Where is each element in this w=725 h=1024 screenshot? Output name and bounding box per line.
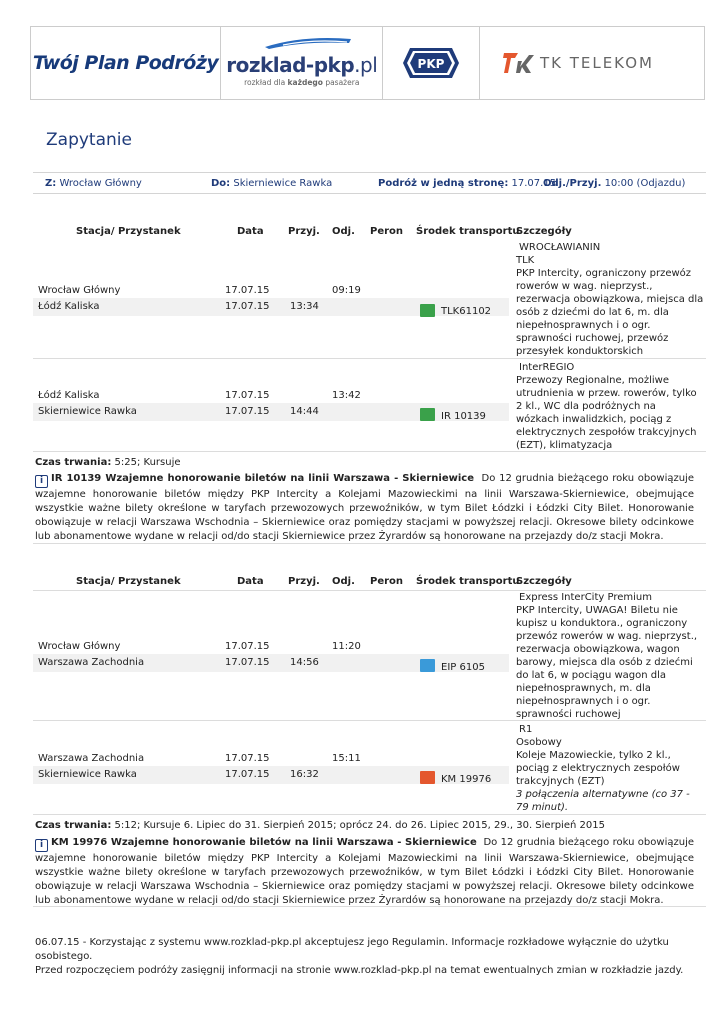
query-trip: Podróż w jedną stronę: 17.07.15	[378, 178, 557, 189]
c2l1-from-date: 17.07.15	[225, 641, 270, 652]
col-header-dep: Odj.	[332, 576, 355, 587]
c1l2-dep-time: 13:42	[332, 390, 361, 401]
c1l2-arr-time: 14:44	[290, 406, 319, 417]
eip-train-icon	[420, 659, 435, 672]
col-header-arr: Przyj.	[288, 576, 320, 587]
c1l2-to-date: 17.07.15	[225, 406, 270, 417]
alternatives-link[interactable]: 3 połączenia alternatywne (co 37 -	[516, 789, 690, 800]
pkp-logo[interactable]	[383, 27, 480, 99]
c2l1-arr-time: 14:56	[290, 657, 319, 668]
query-summary	[33, 172, 706, 194]
c2l1-details: Express InterCity Premium PKP Intercity, UWAGA! Biletu nie kupisz u konduktora., ograniczony przewóz rowerów w wag. nieprzyst., rezerwacja obowiązkowa, wagon barowy, miejsca dla osób z dziećmi do lat 6, w pociągu wagon dla niepełnosprawnych, m. dla niepełnosprawnych i o ogr. sprawności ruchowej	[516, 592, 698, 720]
c2l1-from-station[interactable]: Wrocław Główny	[38, 641, 121, 652]
query-from: Z: Wrocław Główny	[45, 178, 142, 189]
col-header-details: Szczegóły	[516, 576, 572, 587]
tk-logo-text: TK TELEKOM	[539, 54, 654, 72]
tlk-train-icon	[420, 304, 435, 317]
c1l2-details: InterREGIO Przewozy Regionalne, możliwe utrudnienia w przew. rowerów, tylko 2 kl., WC dla podróżnych na wózkach inwalidzkich, pociąg z elektrycznych zespołów trakcyjnych (EZT), klimatyzacja	[516, 362, 697, 451]
c1l2-from-date: 17.07.15	[225, 390, 270, 401]
footer-line-2: Przed rozpoczęciem podróży zasięgnij informacji na stronie www.rozklad-pkp.pl na temat ewentualnych zmian w rozkładzie jazdy.	[35, 965, 684, 976]
c2l2-from-date: 17.07.15	[225, 753, 270, 764]
col-header-transport: Środek transportu	[416, 576, 520, 587]
c1l1-from-station[interactable]: Wrocław Główny	[38, 285, 121, 296]
c1l2-train-number[interactable]: IR 10139	[441, 411, 486, 422]
c2l1-train-number[interactable]: EIP 6105	[441, 662, 485, 673]
c2l2-to-station[interactable]: Skierniewice Rawka	[38, 769, 137, 780]
rozklad-train-icon	[263, 33, 353, 49]
col-header-arr: Przyj.	[288, 226, 320, 237]
divider	[33, 451, 706, 452]
divider	[33, 720, 706, 721]
divider	[33, 814, 706, 815]
c2-duration: Czas trwania: 5:12; Kursuje 6. Lipiec do 31. Sierpień 2015; oprócz 24. do 26. Lipiec 2015, 29., 30. Sierpień 2015	[35, 820, 605, 831]
alternatives-link-cont[interactable]: 79 minut).	[516, 802, 569, 813]
c2l2-to-date: 17.07.15	[225, 769, 270, 780]
footer	[35, 936, 705, 978]
twoj-plan-logo-text: Twój Plan Podróży	[32, 52, 219, 74]
divider	[33, 906, 706, 907]
c2l2-arr-time: 16:32	[290, 769, 319, 780]
c2l1-dep-time: 11:20	[332, 641, 361, 652]
col-header-platform: Peron	[370, 576, 404, 587]
col-header-date: Data	[237, 226, 264, 237]
info-icon: i	[35, 839, 48, 852]
km-train-icon	[420, 771, 435, 784]
c1l1-dep-time: 09:19	[332, 285, 361, 296]
col-header-platform: Peron	[370, 226, 404, 237]
tk-telekom-logo[interactable]	[480, 27, 704, 99]
page-title: Zapytanie	[46, 130, 132, 150]
col-header-details: Szczegóły	[516, 226, 572, 237]
query-dep: Odj./Przyj. 10:00 (Odjazdu)	[543, 178, 686, 189]
info-icon: i	[35, 475, 48, 488]
c1l1-train-number[interactable]: TLK61102	[441, 306, 492, 317]
c1l1-arr-time: 13:34	[290, 301, 319, 312]
divider	[33, 543, 706, 544]
c1l1-from-date: 17.07.15	[225, 285, 270, 296]
c1l1-details: WROCŁAWIANIN TLK PKP Intercity, ograniczony przewóz rowerów w wag. nieprzyst., rezerwacja obowiązkowa, miejsca dla osób z dziećmi do lat 6, m. dla niepełnosprawnych i o ogr. sprawności ruchowej, przewóz przesyłek konduktorskich	[516, 242, 704, 357]
c1l2-from-station[interactable]: Łódź Kaliska	[38, 390, 100, 401]
c2l2-dep-time: 15:11	[332, 753, 361, 764]
divider	[33, 358, 706, 359]
c2l1-to-date: 17.07.15	[225, 657, 270, 668]
col-header-station: Stacja/ Przystanek	[76, 226, 181, 237]
footer-line-1: 06.07.15 - Korzystając z systemu www.rozklad-pkp.pl akceptujesz jego Regulamin. Informacje rozkładowe wyłącznie do użytku osobistego.	[35, 937, 669, 962]
rozklad-logo-text: rozklad-pkp.pl	[226, 53, 378, 77]
c1l1-to-date: 17.07.15	[225, 301, 270, 312]
rozklad-pkp-logo[interactable]	[221, 27, 383, 99]
col-header-station: Stacja/ Przystanek	[76, 576, 181, 587]
c1-duration: Czas trwania: 5:25; Kursuje	[35, 457, 181, 468]
tk-logo-icon	[502, 51, 534, 75]
c1-note: i IR 10139 Wzajemne honorowanie biletów na linii Warszawa - Skierniewice Do 12 grudnia bieżącego roku obowiązuje wzajemne honorowanie biletów między PKP Intercity a Kolejami Mazowieckimi na linii Warszawa-Skierniewice, obejmujące wszystkie ważne bilety określone w taryfach przewozowych przewoźników, w tym Bilet Łódzki i Łódzki City Bilet. Honorowanie obowiązuje w relacji Warszawa Wschodnia – Skierniewice oraz pomiędzy stacjami w powyższej relacji. Okresowe bilety odcinkowe lub abonamentowe wydane w relacji od/do stacji Skierniewice przez Żyrardów są honorowane na przejazdy do/z stacji Mokra.	[35, 473, 694, 542]
query-to: Do: Skierniewice Rawka	[211, 178, 333, 189]
rozklad-logo-tagline: rozkład dla każdego pasażera	[244, 78, 360, 87]
col-header-dep: Odj.	[332, 226, 355, 237]
pkp-logo-icon	[402, 46, 460, 80]
ir-train-icon	[420, 408, 435, 421]
col-header-transport: Środek transportu	[416, 226, 520, 237]
c2l1-to-station[interactable]: Warszawa Zachodnia	[38, 657, 145, 668]
twoj-plan-logo[interactable]	[31, 27, 221, 99]
c2l2-from-station[interactable]: Warszawa Zachodnia	[38, 753, 145, 764]
c1l1-arrival-row	[33, 298, 509, 316]
c2l2-details: R1 Osobowy Koleje Mazowieckie, tylko 2 kl., pociąg z elektrycznych zespołów trakcyjnych (EZT) 3 połączenia alternatywne (co 37 - 79 minut).	[516, 724, 690, 813]
c1l1-to-station[interactable]: Łódź Kaliska	[38, 301, 100, 312]
c2l2-train-number[interactable]: KM 19976	[441, 774, 492, 785]
c2-note: i KM 19976 Wzajemne honorowanie biletów na linii Warszawa - Skierniewice Do 12 grudnia bieżącego roku obowiązuje wzajemne honorowanie biletów między PKP Intercity a Kolejami Mazowieckimi na linii Warszawa-Skierniewice, obejmujące wszystkie ważne bilety określone w taryfach przewozowych przewoźników, w tym Bilet Łódzki i Łódzki City Bilet. Honorowanie obowiązuje w relacji Warszawa Wschodnia – Skierniewice oraz pomiędzy stacjami w powyższej relacji. Okresowe bilety odcinkowe lub abonamentowe wydane w relacji od/do stacji Skierniewice przez Żyrardów są honorowane na przejazdy do/z stacji Mokra.	[35, 837, 694, 906]
col-header-date: Data	[237, 576, 264, 587]
svg-text:PKP: PKP	[417, 57, 445, 71]
c1l2-to-station[interactable]: Skierniewice Rawka	[38, 406, 137, 417]
logo-bar	[30, 26, 705, 100]
